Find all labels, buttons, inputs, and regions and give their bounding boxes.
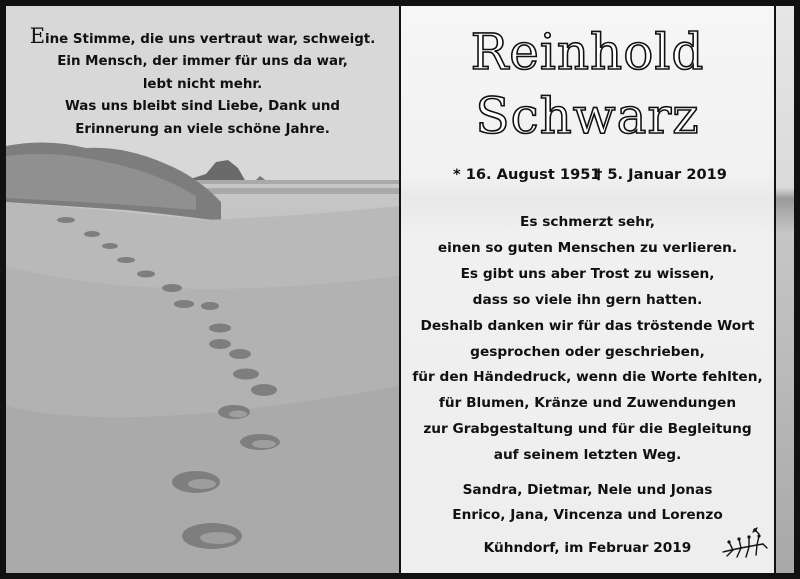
message-line: dass so viele ihn gern hatten. [472, 291, 703, 308]
notice-text-panel [401, 6, 774, 573]
signer-line: Sandra, Dietmar, Nele und Jonas [462, 482, 713, 498]
poem-line-1: Eine Stimme, die uns vertraut war, schweigt. [29, 24, 376, 48]
poem-line-5: Erinnerung an viele schöne Jahre. [75, 121, 330, 137]
death-date: † 5. Januar 2019 [595, 166, 727, 183]
birth-date: * 16. August 1951 [453, 166, 601, 183]
message-line: für den Händedruck, wenn die Worte fehlten, [412, 369, 763, 386]
thank-you-message [401, 210, 774, 469]
message-line: Es gibt uns aber Trost zu wissen, [460, 265, 715, 282]
poem-dropcap: E [29, 24, 46, 48]
place-date: Kühndorf, im Februar 2019 [483, 540, 692, 556]
edge-photo-strip [776, 6, 794, 573]
message-line: gesprochen oder geschrieben, [470, 343, 705, 360]
message-line: auf seinem letzten Weg. [493, 447, 682, 464]
poem-line-2: Ein Mensch, der immer für uns da war, [57, 54, 348, 70]
message-line: zur Grabgestaltung und für die Begleitung [423, 421, 752, 438]
poem [6, 24, 399, 141]
poem-line-3: lebt nicht mehr. [142, 76, 263, 92]
signer-line: Enrico, Jana, Vincenza und Lorenzo [452, 507, 723, 523]
signers [401, 478, 774, 528]
deceased-first-name: Reinhold [470, 23, 705, 81]
deceased-last-name: Schwarz [475, 87, 700, 145]
message-line: einen so guten Menschen zu verlieren. [437, 239, 738, 256]
message-line: Deshalb danken wir für das tröstende Wort [420, 317, 755, 334]
message-line: Es schmerzt sehr, [520, 214, 655, 230]
poem-line-4: Was uns bleibt sind Liebe, Dank und [64, 99, 341, 115]
beach-footprints-photo [6, 6, 399, 573]
floral-sprig-icon [719, 526, 769, 566]
message-line: für Blumen, Kränze und Zuwendungen [438, 395, 737, 412]
